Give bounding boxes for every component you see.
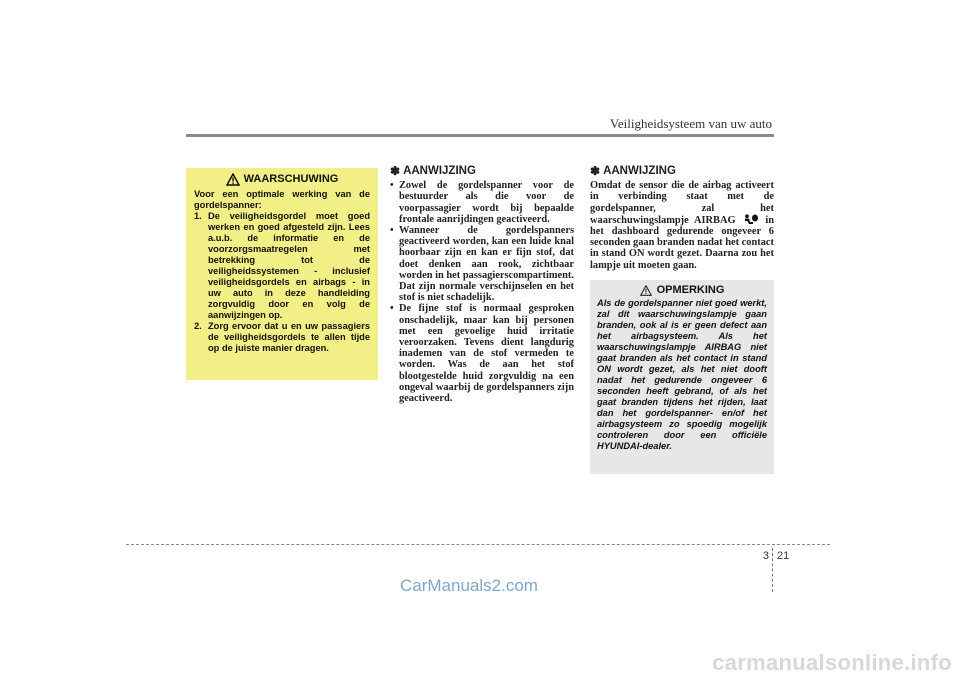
page-divider <box>772 548 773 592</box>
note-bullet <box>390 303 574 404</box>
page-chapter: 3 <box>762 550 769 562</box>
note-bullet-text: Wanneer de gordelspanners geactiveerd worden, kan een luide knal hoorbaar zijn en kan er fijn stof, dat doet denken aan rook, zichtbaar worden in het passagierscompartiment. Dat zijn normale verschijnselen en het stof is niet schadelijk. <box>399 225 574 304</box>
watermark-logo: CarManuals2.com <box>400 576 538 595</box>
note-text-before: Omdat de sensor die de airbag activeert in verbinding staat met de gordelspanner, zal het waarschuwingslampje AIRBAG <box>590 180 774 226</box>
note-bullet <box>390 225 574 303</box>
caution-triangle-icon <box>640 285 652 296</box>
note-text-after: in het dashboard gedurende ongeveer 6 seconden gaan branden nadat het contact in stand ON wordt gezet. Daarna zou het lampje uit moeten gaan. <box>590 214 774 271</box>
caution-text: Als de gordelspanner niet goed werkt, zal dit waarschuwingslampje gaan branden, ook al is er geen defect aan het airbagsysteem. Als het waarschuwingslampje AIRBAG niet gaat branden als het contact in stand ON wordt gezet, als het niet dooft nadat het gedurende ongeveer 6 seconden heeft gebrand, of als het gaat branden tijdens het rijden, laat dan het gordelspanner- en/of het airbagsysteem zo spoedig mogelijk controleren door een officiële HYUNDAI-dealer. <box>597 298 767 451</box>
warning-header <box>194 173 370 186</box>
note-title: AANWIJZING <box>603 165 676 177</box>
warning-title: WAARSCHUWING <box>243 173 339 185</box>
warning-triangle-icon <box>226 173 240 186</box>
warning-item-number: 1. <box>194 211 202 221</box>
note-heading <box>590 166 774 177</box>
bullet-dot-icon: • <box>390 225 394 237</box>
warning-item <box>194 211 370 321</box>
airbag-warning-icon <box>741 214 759 225</box>
warning-intro: Voor een optimale werking van de gordelspanner: <box>194 189 370 210</box>
caution-box <box>590 280 774 474</box>
note-heading <box>390 166 574 177</box>
warning-item <box>194 321 370 354</box>
caution-title: OPMERKING <box>656 284 725 296</box>
note-bullet <box>390 180 574 225</box>
note-column-1 <box>390 166 574 404</box>
header-rule <box>186 134 774 137</box>
note-bullet-text: Zowel de gordelspanner voor de bestuurder als die voor de voorpassagier wordt bij bepaalde frontale aanrijdingen geactiveerd. <box>399 180 574 225</box>
bullet-dot-icon: • <box>390 303 394 315</box>
footer-rule <box>126 544 830 545</box>
warning-item-number: 2. <box>194 321 202 331</box>
warning-item-text: Zorg ervoor dat u en uw passagiers de veiligheidsgordels te allen tijde op de juiste manier dragen. <box>208 321 370 353</box>
note-title: AANWIJZING <box>403 165 476 177</box>
bullet-dot-icon: • <box>390 180 394 192</box>
warning-box <box>186 168 378 380</box>
warning-item-text: De veiligheidsgordel moet goed werken en goed afgesteld zijn. Lees a.u.b. de informatie en de voorzorgsmaatregelen met betrekking tot de veiligheidssystemen - inclusief veiligheidsgordels en airbags - in uw auto in deze handleiding zorgvuldig door en volg de aanwijzingen op. <box>208 211 370 320</box>
page-number: 21 <box>777 550 790 562</box>
note-column-2 <box>590 166 774 271</box>
watermark-site: carmanualsonline.info <box>712 650 952 675</box>
caution-header <box>597 285 767 296</box>
note-bullet-text: De fijne stof is normaal gesproken onschadelijk, maar kan bij personen met een gevoelige huid irritatie veroorzaken. Tevens dient langdurig inademen van de stof vermeden te worden. Was de aan het stof blootgestelde huid zorgvuldig na een ongeval waarbij de gordelspanners zijn geactiveerd. <box>399 303 574 405</box>
note-paragraph <box>590 180 774 271</box>
note-star-icon: ✽ <box>390 164 401 178</box>
note-bullets <box>390 180 574 404</box>
page-header-title: Veiligheidsysteem van uw auto <box>609 116 772 131</box>
note-star-icon: ✽ <box>590 164 601 178</box>
warning-list <box>194 211 370 354</box>
